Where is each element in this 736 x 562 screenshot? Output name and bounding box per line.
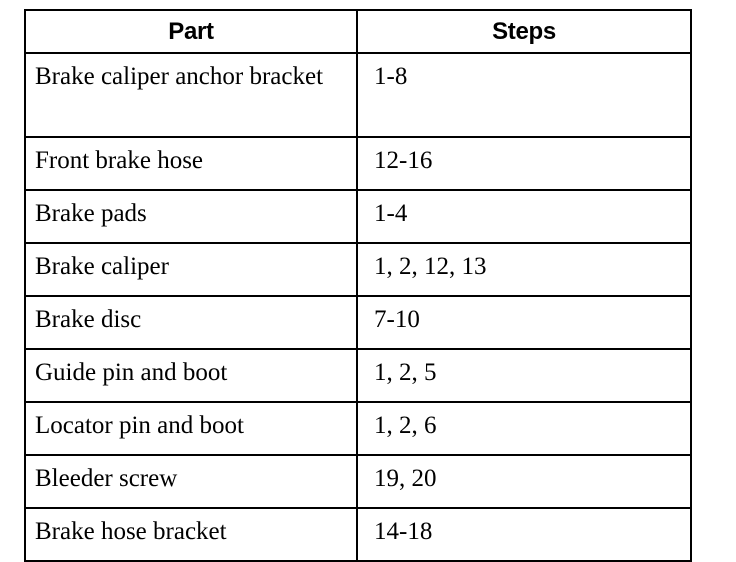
steps-cell: 7-10 — [357, 296, 691, 349]
steps-cell: 1, 2, 5 — [357, 349, 691, 402]
part-cell: Brake caliper anchor bracket — [25, 53, 357, 137]
part-cell: Brake pads — [25, 190, 357, 243]
steps-cell: 19, 20 — [357, 455, 691, 508]
table-row — [25, 402, 691, 455]
table-row — [25, 349, 691, 402]
column-header-steps: Steps — [357, 10, 691, 53]
part-cell: Locator pin and boot — [25, 402, 357, 455]
part-cell: Front brake hose — [25, 137, 357, 190]
steps-cell: 14-18 — [357, 508, 691, 561]
parts-steps-table — [24, 9, 692, 562]
part-cell: Brake caliper — [25, 243, 357, 296]
part-cell: Brake hose bracket — [25, 508, 357, 561]
steps-cell: 1-4 — [357, 190, 691, 243]
table-row — [25, 243, 691, 296]
steps-cell: 12-16 — [357, 137, 691, 190]
table-row — [25, 53, 691, 137]
table-row — [25, 508, 691, 561]
table-row — [25, 296, 691, 349]
table-row — [25, 137, 691, 190]
table-row — [25, 455, 691, 508]
column-header-part: Part — [25, 10, 357, 53]
part-cell: Brake disc — [25, 296, 357, 349]
steps-cell: 1, 2, 12, 13 — [357, 243, 691, 296]
part-cell: Bleeder screw — [25, 455, 357, 508]
table-row — [25, 190, 691, 243]
steps-cell: 1-8 — [357, 53, 691, 137]
steps-cell: 1, 2, 6 — [357, 402, 691, 455]
part-cell: Guide pin and boot — [25, 349, 357, 402]
table-header-row — [25, 10, 691, 53]
